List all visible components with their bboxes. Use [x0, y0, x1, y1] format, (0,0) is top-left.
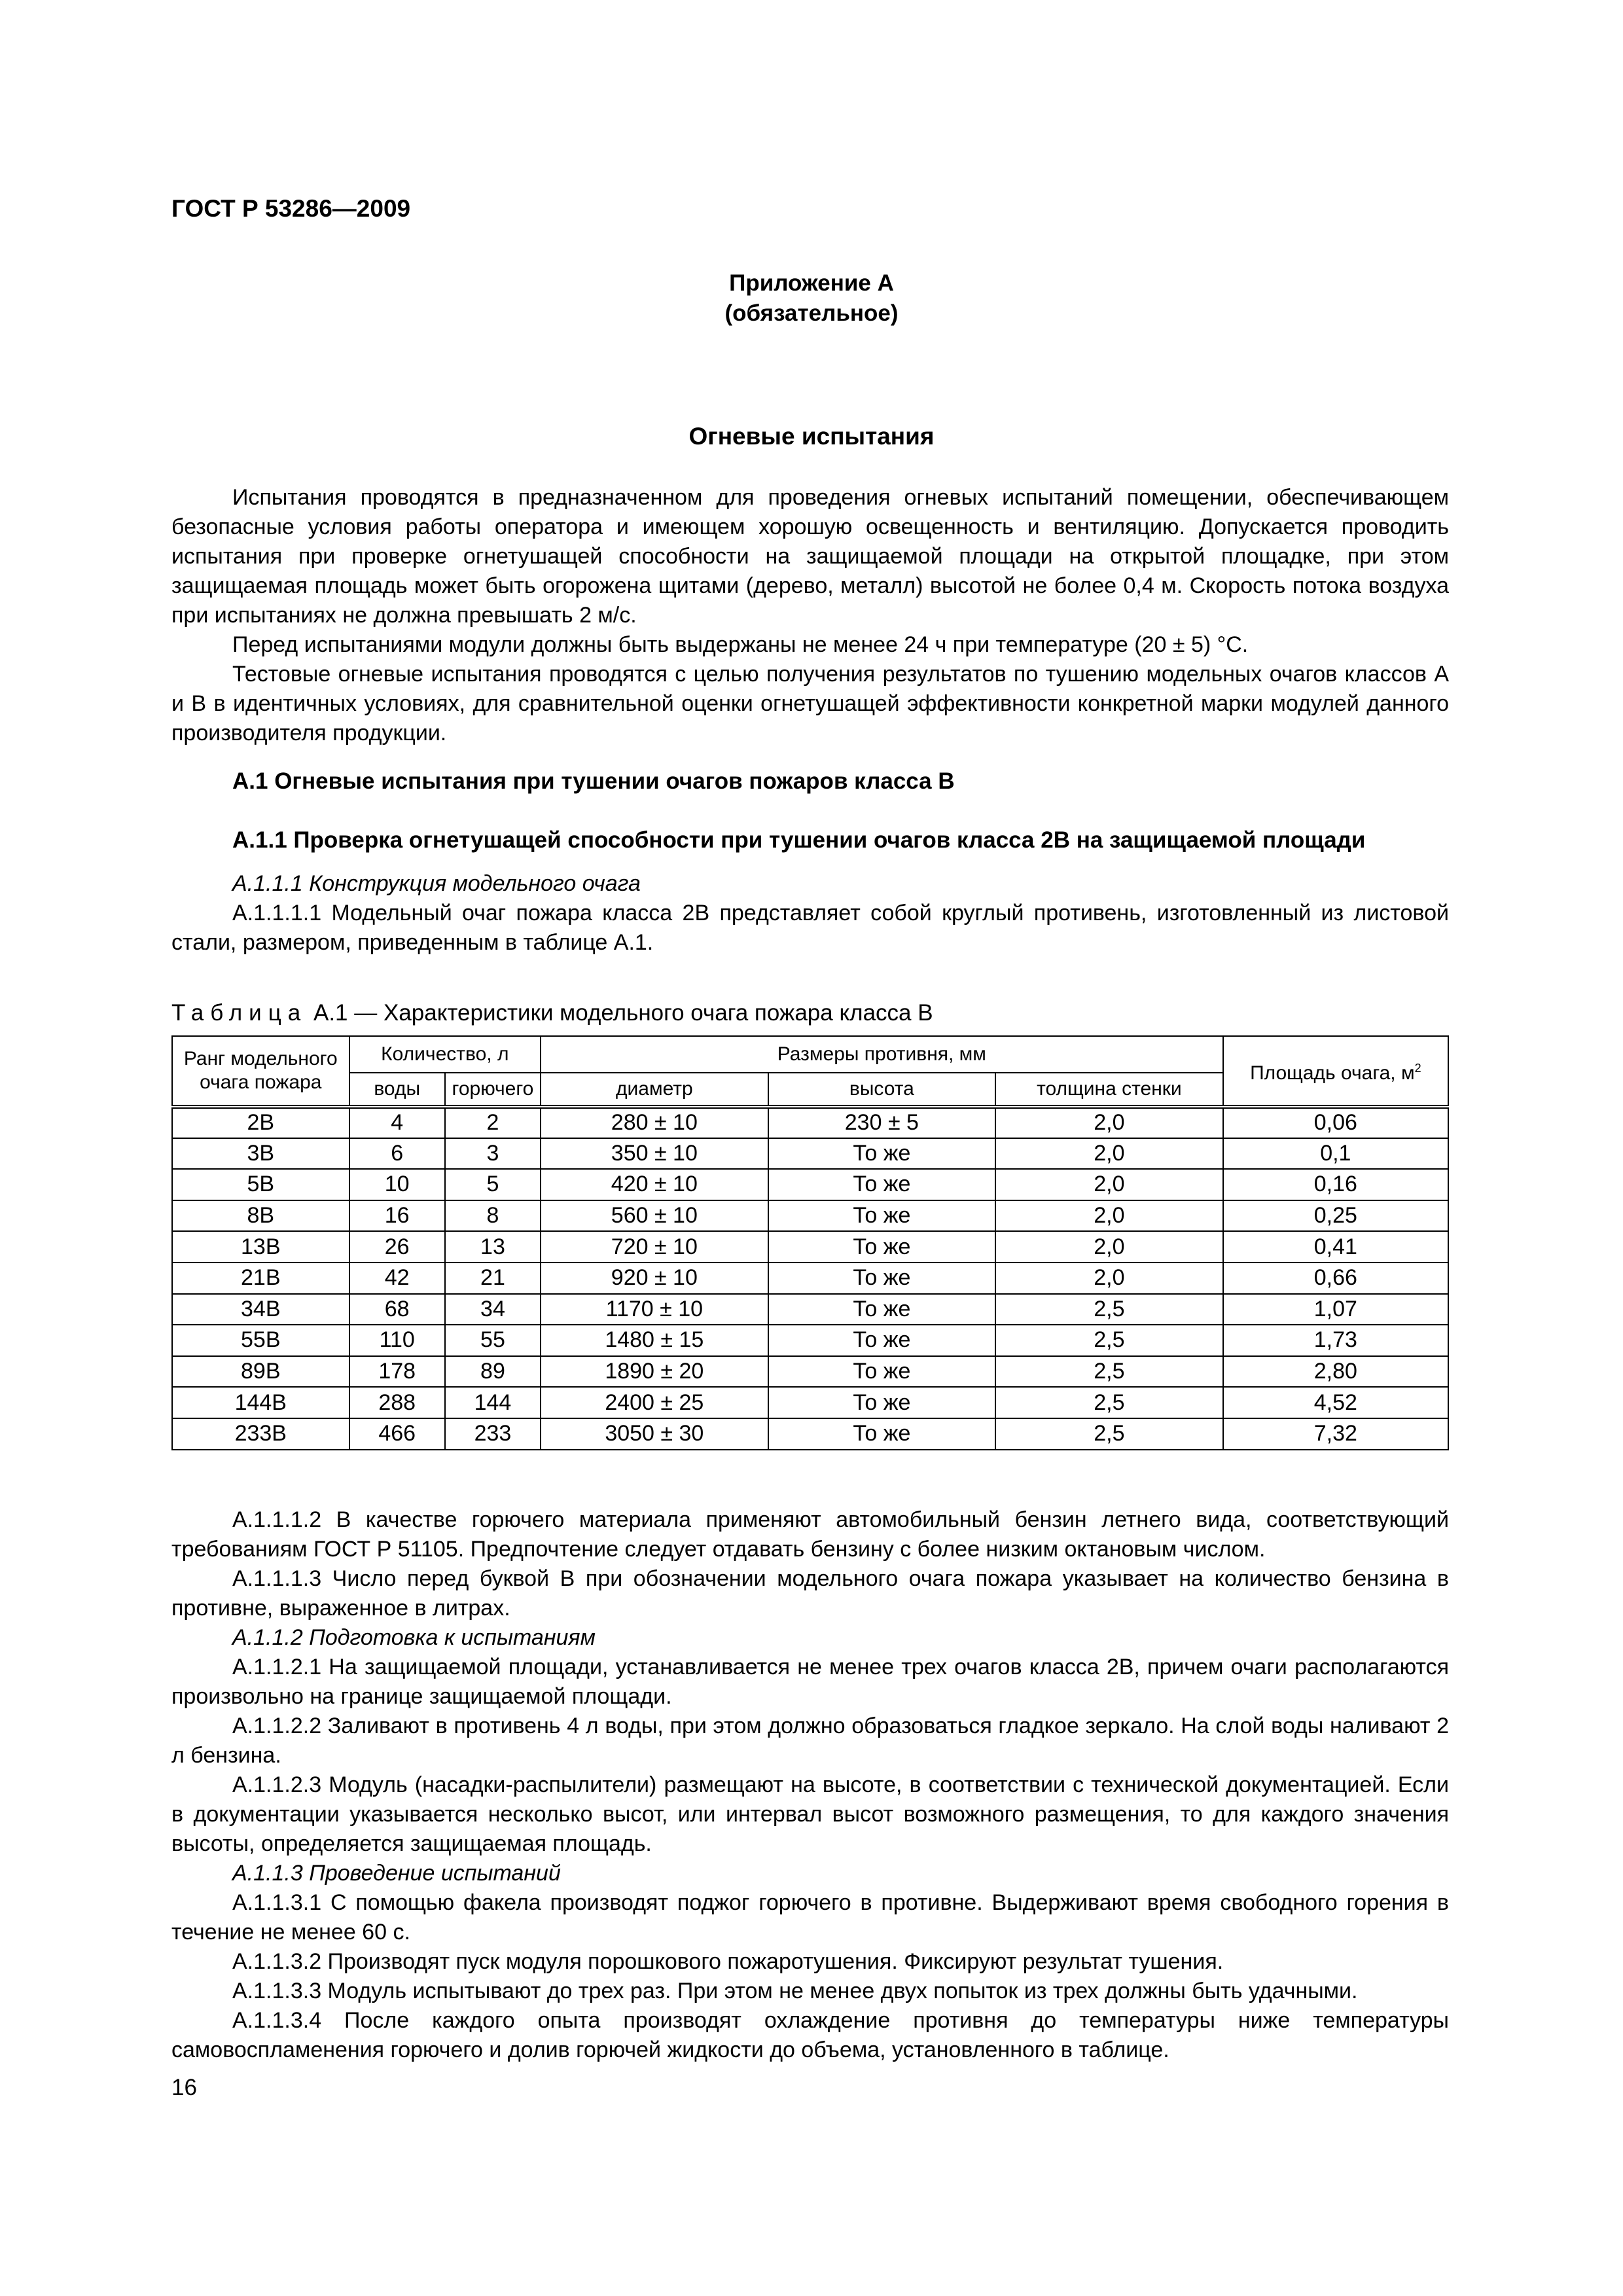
cell-height: То же — [768, 1138, 996, 1170]
cell-height: То же — [768, 1387, 996, 1418]
paragraph-a1111: А.1.1.1.1 Модельный очаг пожара класса 2В представляет собой круглый противень, изготовленный из листовой стали, размером, приведенным в таблице А.1. — [171, 901, 1449, 955]
cell-water: 288 — [349, 1387, 445, 1418]
header-area-sup: 2 — [1414, 1062, 1421, 1075]
document-code: ГОСТ Р 53286—2009 — [171, 195, 411, 222]
cell-area: 0,06 — [1223, 1107, 1448, 1138]
cell-water: 110 — [349, 1325, 445, 1356]
cell-area: 1,73 — [1223, 1325, 1448, 1356]
cell-wall: 2,0 — [995, 1263, 1223, 1294]
cell-fuel: 34 — [445, 1294, 541, 1325]
paragraph-a1122: А.1.1.2.2 Заливают в противень 4 л воды, при этом должно образоваться гладкое зеркало. На слой воды наливают 2 л бензина. — [171, 1713, 1449, 1768]
table-row — [172, 1200, 1448, 1232]
paragraph-a1113: А.1.1.1.3 Число перед буквой В при обозначении модельного очага пожара указывает на количество бензина в противне, выраженное в литрах. — [171, 1566, 1449, 1621]
header-rank: Ранг модельного очага пожара — [172, 1036, 349, 1107]
table-row — [172, 1107, 1448, 1138]
table-row — [172, 1294, 1448, 1325]
table-row — [172, 1387, 1448, 1418]
cell-water: 10 — [349, 1169, 445, 1200]
intro-paragraph-2: Перед испытаниями модули должны быть выдержаны не менее 24 ч при температуре (20 ± 5) °С. — [232, 632, 1249, 657]
intro-block — [171, 483, 1449, 748]
cell-wall: 2,5 — [995, 1418, 1223, 1450]
paragraph-a1133: А.1.1.3.3 Модуль испытывают до трех раз. При этом не менее двух попыток из трех должны быть удачными. — [232, 1979, 1358, 2003]
header-quantity: Количество, л — [349, 1036, 541, 1073]
cell-rank: 5В — [172, 1169, 349, 1200]
cell-rank: 34В — [172, 1294, 349, 1325]
cell-area: 4,52 — [1223, 1387, 1448, 1418]
paragraph-a1121: А.1.1.2.1 На защищаемой площади, устанавливается не менее трех очагов класса 2В, причем очаги располагаются произвольно на границе защищаемой площади. — [171, 1655, 1449, 1709]
cell-height: То же — [768, 1356, 996, 1388]
paragraph-a1134: А.1.1.3.4 После каждого опыта производят охлаждение противня до температуры ниже температуры самовоспламенения горючего и долив горючей жидкости до объема, установленного в таблице. — [171, 2008, 1449, 2062]
cell-water: 16 — [349, 1200, 445, 1232]
paragraph-a1123: А.1.1.2.3 Модуль (насадки-распылители) размещают на высоте, в соответствии с технической документацией. Если в документации указывается несколько высот, или интервал высот возможного размещения, то для каждого значения высоты, определяется защищаемая площадь. — [171, 1772, 1449, 1856]
cell-height: То же — [768, 1169, 996, 1200]
cell-rank: 144В — [172, 1387, 349, 1418]
header-area-text: Площадь очага, м — [1250, 1062, 1415, 1084]
paragraph-a1132: А.1.1.3.2 Производят пуск модуля порошкового пожаротушения. Фиксируют результат тушения. — [232, 1949, 1224, 1974]
cell-rank: 21В — [172, 1263, 349, 1294]
cell-area: 2,80 — [1223, 1356, 1448, 1388]
paragraph-a1131: А.1.1.3.1 С помощью факела производят поджог горючего в противне. Выдерживают время свободного горения в течение не менее 60 с. — [171, 1890, 1449, 1945]
cell-area: 0,41 — [1223, 1231, 1448, 1263]
header-height: высота — [768, 1073, 996, 1107]
annex-title: Приложение А — [729, 270, 894, 296]
cell-diameter: 420 ± 10 — [541, 1169, 768, 1200]
pre-table-block — [171, 869, 1449, 958]
cell-height: 230 ± 5 — [768, 1107, 996, 1138]
table-caption — [171, 1000, 933, 1026]
cell-wall: 2,0 — [995, 1169, 1223, 1200]
cell-fuel: 55 — [445, 1325, 541, 1356]
table-row — [172, 1325, 1448, 1356]
cell-wall: 2,5 — [995, 1325, 1223, 1356]
heading-a11: А.1.1 Проверка огнетушащей способности при тушении очагов класса 2В на защищаемой площади — [232, 827, 1366, 853]
cell-fuel: 13 — [445, 1231, 541, 1263]
cell-area: 0,66 — [1223, 1263, 1448, 1294]
cell-rank: 233В — [172, 1418, 349, 1450]
cell-diameter: 1480 ± 15 — [541, 1325, 768, 1356]
cell-diameter: 920 ± 10 — [541, 1263, 768, 1294]
header-water: воды — [349, 1073, 445, 1107]
cell-water: 26 — [349, 1231, 445, 1263]
cell-fuel: 233 — [445, 1418, 541, 1450]
cell-height: То же — [768, 1200, 996, 1232]
post-table-block — [171, 1505, 1449, 2065]
cell-wall: 2,5 — [995, 1356, 1223, 1388]
cell-fuel: 5 — [445, 1169, 541, 1200]
table-caption-text: А.1 — Характеристики модельного очага пожара класса В — [313, 1000, 933, 1026]
cell-diameter: 280 ± 10 — [541, 1107, 768, 1138]
cell-fuel: 2 — [445, 1107, 541, 1138]
cell-fuel: 3 — [445, 1138, 541, 1170]
header-diameter: диаметр — [541, 1073, 768, 1107]
table-caption-word: Таблица — [171, 1000, 308, 1026]
cell-rank: 3В — [172, 1138, 349, 1170]
cell-rank: 55В — [172, 1325, 349, 1356]
table-row — [172, 1169, 1448, 1200]
cell-area: 0,1 — [1223, 1138, 1448, 1170]
intro-paragraph-1: Испытания проводятся в предназначенном для проведения огневых испытаний помещении, обеспечивающем безопасные условия работы оператора и имеющем хорошую освещенность и вентиляцию. Допускается проводить испытания при проверке огнетушащей способности на защищаемой площади на открытой площадке, при этом защищаемая площадь может быть огорожена щитами (дерево, металл) высотой не более 0,4 м. Скорость потока воздуха при испытаниях не должна превышать 2 м/с. — [171, 485, 1449, 628]
cell-wall: 2,5 — [995, 1387, 1223, 1418]
cell-water: 42 — [349, 1263, 445, 1294]
cell-rank: 13В — [172, 1231, 349, 1263]
cell-water: 68 — [349, 1294, 445, 1325]
cell-diameter: 1890 ± 20 — [541, 1356, 768, 1388]
cell-diameter: 3050 ± 30 — [541, 1418, 768, 1450]
table-row — [172, 1418, 1448, 1450]
heading-a1: А.1 Огневые испытания при тушении очагов пожаров класса В — [232, 768, 955, 794]
table-row — [172, 1263, 1448, 1294]
cell-diameter: 2400 ± 25 — [541, 1387, 768, 1418]
data-table — [171, 1035, 1449, 1450]
cell-water: 466 — [349, 1418, 445, 1450]
section-title: Огневые испытания — [688, 423, 935, 450]
table-row — [172, 1356, 1448, 1388]
cell-height: То же — [768, 1418, 996, 1450]
cell-diameter: 350 ± 10 — [541, 1138, 768, 1170]
cell-height: То же — [768, 1231, 996, 1263]
cell-fuel: 8 — [445, 1200, 541, 1232]
cell-area: 1,07 — [1223, 1294, 1448, 1325]
cell-height: То же — [768, 1294, 996, 1325]
page-number: 16 — [171, 2075, 197, 2100]
cell-water: 6 — [349, 1138, 445, 1170]
cell-area: 7,32 — [1223, 1418, 1448, 1450]
annex-status: (обязательное) — [724, 300, 899, 326]
table-row — [172, 1138, 1448, 1170]
cell-area: 0,25 — [1223, 1200, 1448, 1232]
cell-diameter: 1170 ± 10 — [541, 1294, 768, 1325]
header-fuel: горючего — [445, 1073, 541, 1107]
table-row — [172, 1231, 1448, 1263]
subheading-a112: А.1.1.2 Подготовка к испытаниям — [232, 1625, 596, 1650]
header-wall: толщина стенки — [995, 1073, 1223, 1107]
cell-wall: 2,0 — [995, 1200, 1223, 1232]
cell-rank: 2В — [172, 1107, 349, 1138]
cell-wall: 2,0 — [995, 1231, 1223, 1263]
header-area — [1223, 1036, 1448, 1107]
intro-paragraph-3: Тестовые огневые испытания проводятся с целью получения результатов по тушению модельных очагов классов А и В в идентичных условиях, для сравнительной оценки огнетушащей эффективности конкретной марки модулей данного производителя продукции. — [171, 662, 1449, 745]
paragraph-a1112: А.1.1.1.2 В качестве горючего материала применяют автомобильный бензин летнего вида, соответствующий требованиям ГОСТ Р 51105. Предпочтение следует отдавать бензину с более низким октановым числом. — [171, 1507, 1449, 1562]
cell-water: 4 — [349, 1107, 445, 1138]
cell-diameter: 720 ± 10 — [541, 1231, 768, 1263]
cell-fuel: 89 — [445, 1356, 541, 1388]
subheading-a111: А.1.1.1 Конструкция модельного очага — [232, 871, 641, 896]
cell-fuel: 21 — [445, 1263, 541, 1294]
cell-height: То же — [768, 1263, 996, 1294]
cell-wall: 2,5 — [995, 1294, 1223, 1325]
cell-area: 0,16 — [1223, 1169, 1448, 1200]
cell-wall: 2,0 — [995, 1138, 1223, 1170]
cell-wall: 2,0 — [995, 1107, 1223, 1138]
cell-water: 178 — [349, 1356, 445, 1388]
cell-rank: 8В — [172, 1200, 349, 1232]
cell-diameter: 560 ± 10 — [541, 1200, 768, 1232]
cell-fuel: 144 — [445, 1387, 541, 1418]
cell-rank: 89В — [172, 1356, 349, 1388]
cell-height: То же — [768, 1325, 996, 1356]
header-pan-size: Размеры противня, мм — [541, 1036, 1223, 1073]
subheading-a113: А.1.1.3 Проведение испытаний — [232, 1861, 561, 1886]
